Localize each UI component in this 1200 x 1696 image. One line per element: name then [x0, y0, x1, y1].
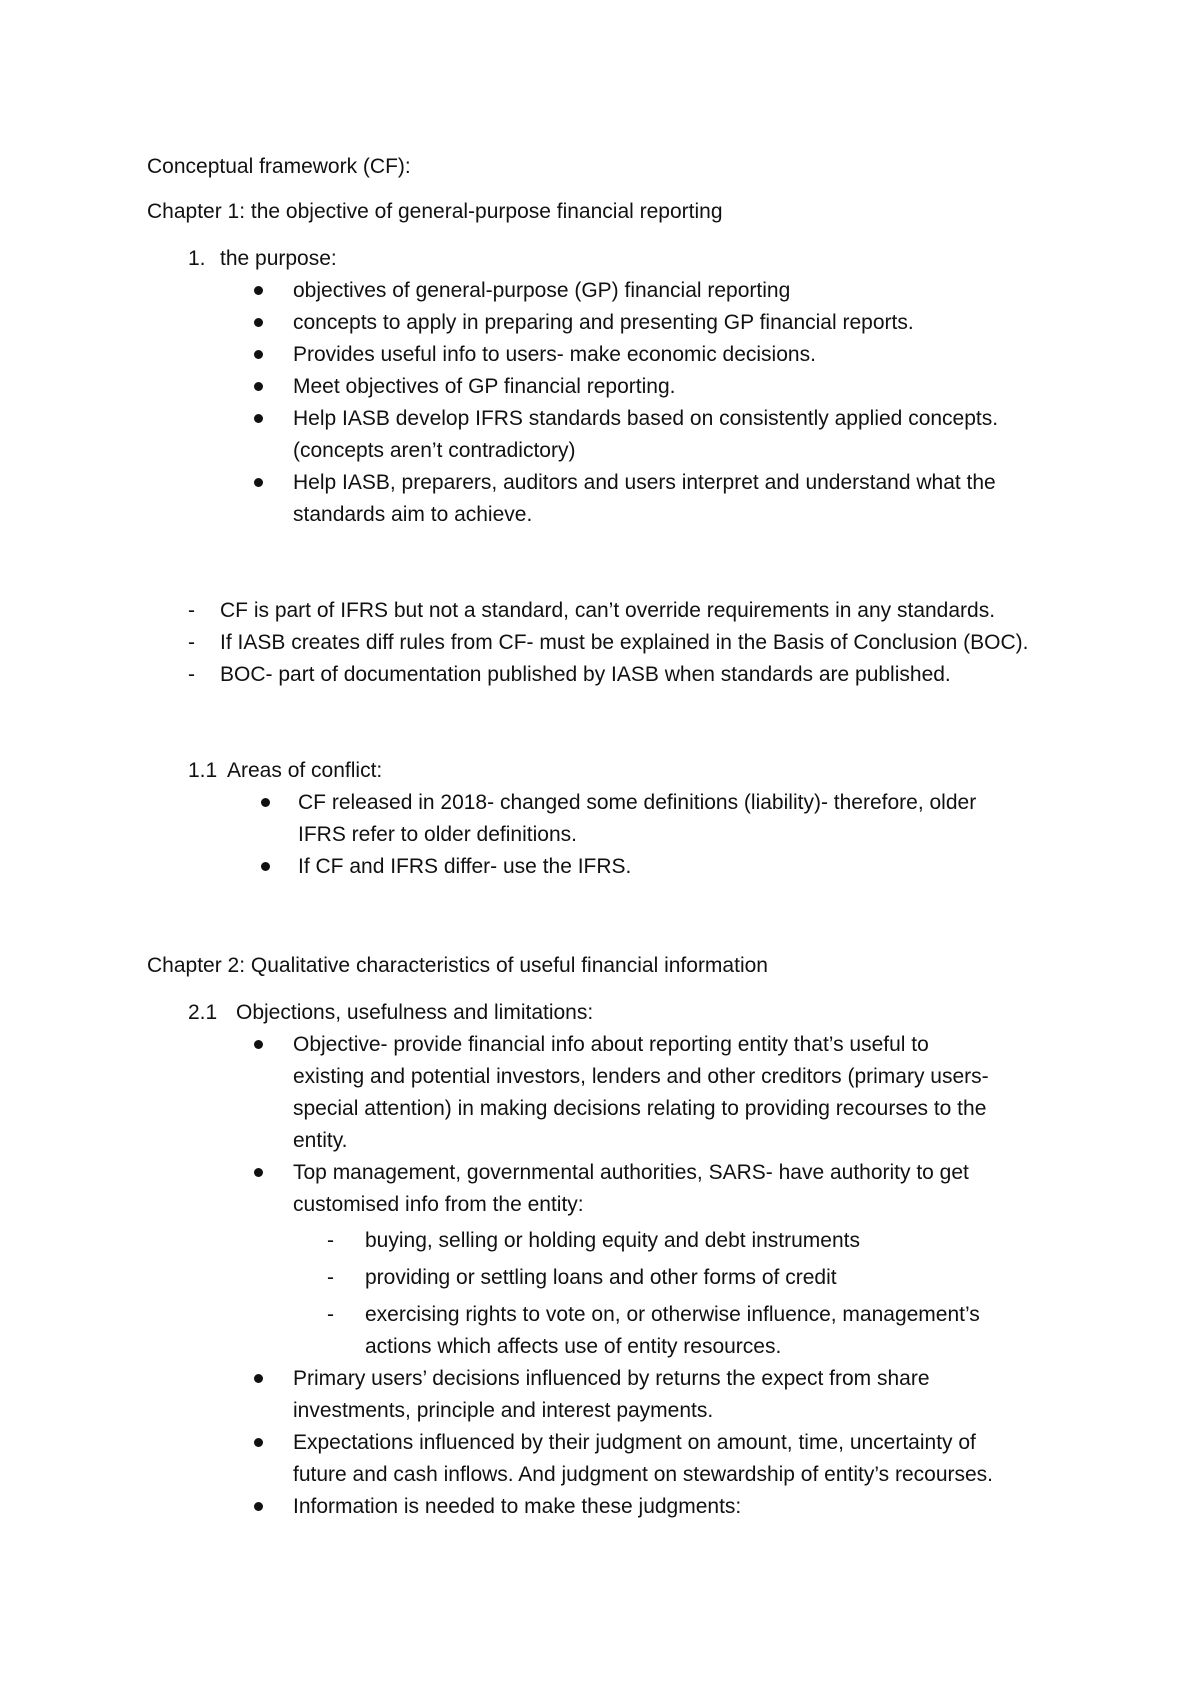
- list-item: CF released in 2018- changed some definitions (liability)- therefore, older: [298, 791, 977, 814]
- list-item: Help IASB develop IFRS standards based on consistently applied concepts.: [293, 407, 999, 430]
- list-item: Top management, governmental authorities, SARS- have authority to get: [293, 1161, 969, 1184]
- dash-icon: -: [327, 1266, 334, 1289]
- bullet-icon: [254, 1438, 263, 1447]
- list-item-continuation: standards aim to achieve.: [293, 503, 533, 526]
- dash-icon: -: [188, 599, 195, 622]
- sub-dash-item-continuation: actions which affects use of entity resources.: [365, 1335, 782, 1358]
- bullet-icon: [261, 798, 270, 807]
- list-item: If CF and IFRS differ- use the IFRS.: [298, 855, 632, 878]
- list-item: Expectations influenced by their judgment on amount, time, uncertainty of: [293, 1431, 976, 1454]
- dash-icon: -: [188, 663, 195, 686]
- bullet-icon: [254, 478, 263, 487]
- sub-dash-item: exercising rights to vote on, or otherwise influence, management’s: [365, 1303, 980, 1326]
- list-item: Help IASB, preparers, auditors and users interpret and understand what the: [293, 471, 996, 494]
- section-1-1-title: Areas of conflict:: [227, 759, 383, 782]
- sub-dash-item: providing or settling loans and other forms of credit: [365, 1266, 837, 1289]
- list-item: concepts to apply in preparing and presenting GP financial reports.: [293, 311, 914, 334]
- bullet-icon: [254, 1040, 263, 1049]
- dash-item: CF is part of IFRS but not a standard, can’t override requirements in any standards.: [220, 599, 996, 622]
- list-item: Objective- provide financial info about reporting entity that’s useful to: [293, 1033, 929, 1056]
- document-title: Conceptual framework (CF):: [147, 155, 411, 178]
- section-1-1-number: 1.1: [188, 759, 218, 782]
- list-item: Provides useful info to users- make economic decisions.: [293, 343, 816, 366]
- bullet-icon: [254, 318, 263, 327]
- bullet-icon: [261, 862, 270, 871]
- dash-icon: -: [188, 631, 195, 654]
- bullet-icon: [254, 1502, 263, 1511]
- dash-icon: -: [327, 1229, 334, 1252]
- list-item-continuation: future and cash inflows. And judgment on stewardship of entity’s recourses.: [293, 1463, 994, 1486]
- section-2-1-title: Objections, usefulness and limitations:: [236, 1001, 594, 1024]
- bullet-icon: [254, 350, 263, 359]
- sub-dash-item: buying, selling or holding equity and debt instruments: [365, 1229, 860, 1252]
- list-item-continuation: existing and potential investors, lenders and other creditors (primary users-: [293, 1065, 989, 1088]
- bullet-icon: [254, 1374, 263, 1383]
- chapter-2-heading: Chapter 2: Qualitative characteristics of useful financial information: [147, 954, 768, 977]
- list-item-continuation: entity.: [293, 1129, 348, 1152]
- bullet-icon: [254, 1168, 263, 1177]
- list-item: Information is needed to make these judgments:: [293, 1495, 742, 1518]
- dash-item: If IASB creates diff rules from CF- must be explained in the Basis of Conclusion (BOC).: [220, 631, 1029, 654]
- list-item: Meet objectives of GP financial reporting.: [293, 375, 676, 398]
- dash-item: BOC- part of documentation published by IASB when standards are published.: [220, 663, 951, 686]
- list-item-continuation: investments, principle and interest payments.: [293, 1399, 714, 1422]
- list-item-continuation: IFRS refer to older definitions.: [298, 823, 577, 846]
- list-item: objectives of general-purpose (GP) financial reporting: [293, 279, 791, 302]
- section-1-title: the purpose:: [220, 247, 337, 270]
- list-item-continuation: customised info from the entity:: [293, 1193, 584, 1216]
- list-item-continuation: special attention) in making decisions relating to providing recourses to the: [293, 1097, 987, 1120]
- section-1-number: 1.: [188, 247, 206, 270]
- bullet-icon: [254, 382, 263, 391]
- list-item: Primary users’ decisions influenced by returns the expect from share: [293, 1367, 930, 1390]
- bullet-icon: [254, 414, 263, 423]
- section-2-1-number: 2.1: [188, 1001, 218, 1024]
- bullet-icon: [254, 286, 263, 295]
- chapter-1-heading: Chapter 1: the objective of general-purpose financial reporting: [147, 200, 723, 223]
- dash-icon: -: [327, 1303, 334, 1326]
- list-item-continuation: (concepts aren’t contradictory): [293, 439, 576, 462]
